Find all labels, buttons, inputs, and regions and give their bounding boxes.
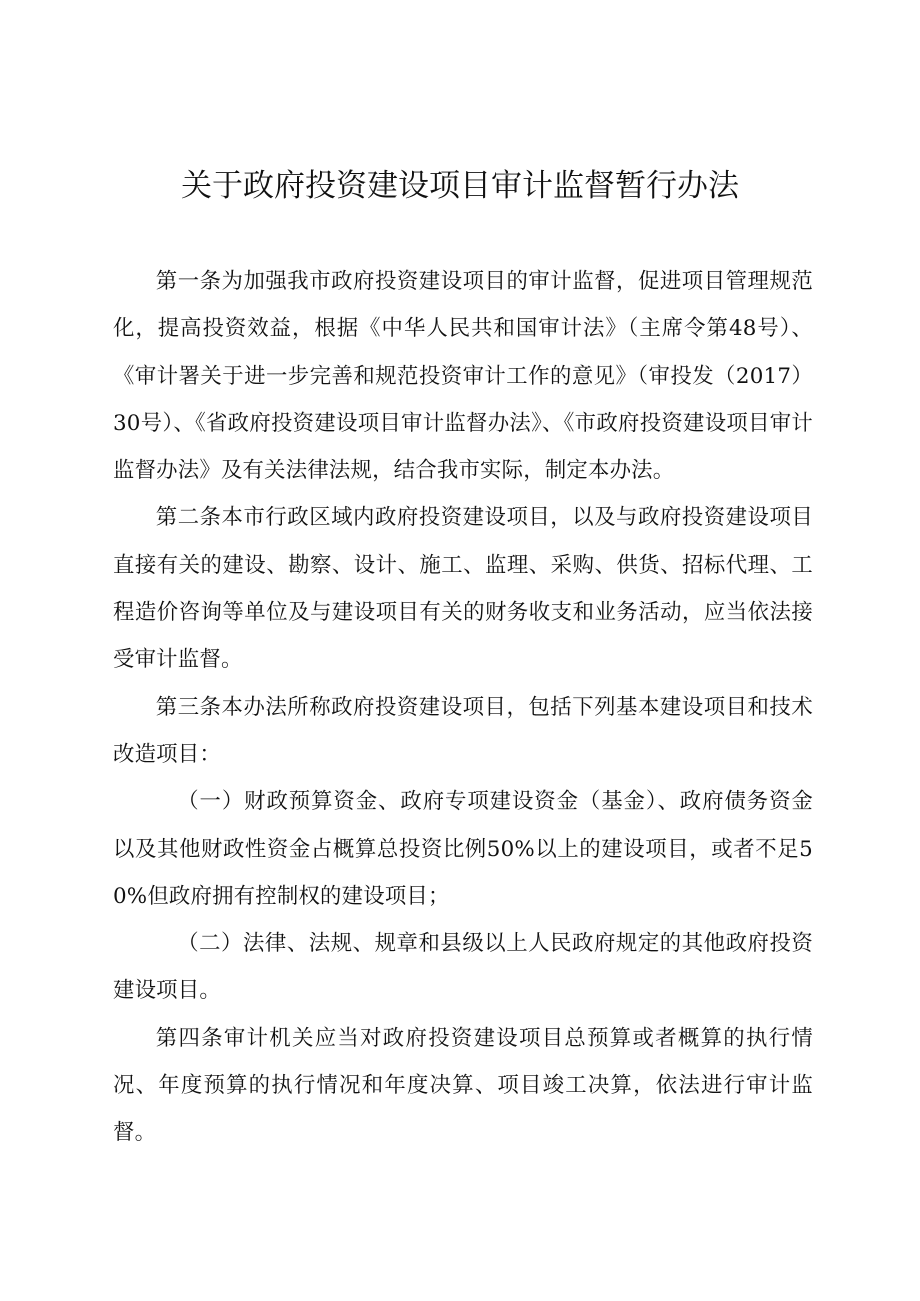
article-3-item-1: （一）财政预算资金、政府专项建设资金（基金）、政府债务资金以及其他财政性资金占概算总投资比例50%以上的建设项目，或者不足50%但政府拥有控制权的建设项目； [113, 789, 813, 909]
article-4-paragraph: 第四条审计机关应当对政府投资建设项目总预算或者概算的执行情况、年度预算的执行情况和年度决算、项目竣工决算，依法进行审计监督。 [113, 1025, 813, 1146]
document-title: 关于政府投资建设项目审计监督暂行办法 [181, 168, 739, 204]
article-2-paragraph: 第二条本市行政区域内政府投资建设项目，以及与政府投资建设项目直接有关的建设、勘察、设计、施工、监理、采购、供货、招标代理、工程造价咨询等单位及与建设项目有关的财务收支和业务活动，应当依法接受审计监督。 [113, 505, 813, 673]
article-1-paragraph: 第一条为加强我市政府投资建设项目的审计监督，促进项目管理规范化，提高投资效益，根据《中华人民共和国审计法》（主席令第48号）、《审计署关于进一步完善和规范投资审计工作的意见》（审投发（2017）30号）、《省政府投资建设项目审计监督办法》、《市政府投资建设项目审计监督办法》及有关法律法规，结合我市实际，制定本办法。 [113, 269, 813, 484]
article-3-paragraph: 第三条本办法所称政府投资建设项目，包括下列基本建设项目和技术改造项目： [113, 694, 813, 767]
document-body [113, 258, 813, 1157]
article-3-item-2: （二）法律、法规、规章和县级以上人民政府规定的其他政府投资建设项目。 [113, 931, 813, 1004]
